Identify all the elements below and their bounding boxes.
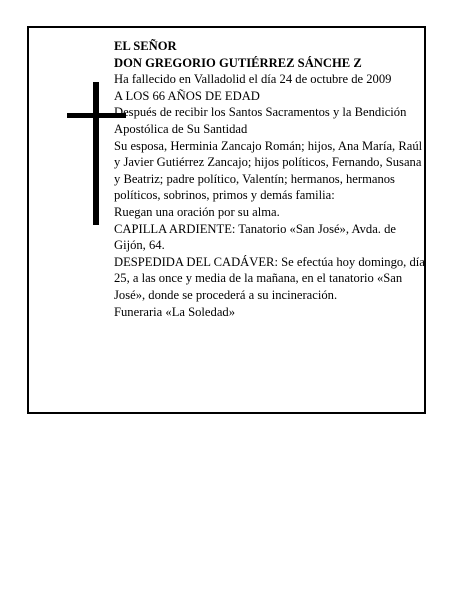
age-line: A LOS 66 AÑOS DE EDAD — [114, 88, 260, 103]
notice-title: EL SEÑOR — [114, 39, 177, 53]
family-list: Su esposa, Herminia Zancajo Román; hijos, Ana María, Raúl y Javier Gutiérrez Zancajo; hijos políticos, Fernando, Susana y Beatriz; padre político, Valentín; hermanos, hermanos políticos, sobrinos, primos y demás familia: — [114, 138, 423, 203]
obituary-text — [114, 38, 426, 320]
sacraments-line: Después de recibir los Santos Sacramentos y la Bendición Apostólica de Su Santidad — [114, 105, 407, 136]
deceased-name: DON GREGORIO GUTIÉRREZ SÁNCHE Z — [114, 55, 362, 70]
funeral-home: Funeraria «La Soledad» — [114, 304, 235, 319]
cross-icon-vertical-bar — [93, 82, 99, 225]
chapel-info: CAPILLA ARDIENTE: Tanatorio «San José», Avda. de Gijón, 64. — [114, 221, 396, 253]
prayer-request: Ruegan una oración por su alma. — [114, 204, 280, 219]
death-info: Ha fallecido en Valladolid el día 24 de octubre de 2009 — [114, 72, 392, 87]
farewell-info: DESPEDIDA DEL CADÁVER: Se efectúa hoy domingo, día 25, a las once y media de la mañana, en el tanatorio «San José», donde se procederá a su incineración. — [114, 254, 425, 302]
